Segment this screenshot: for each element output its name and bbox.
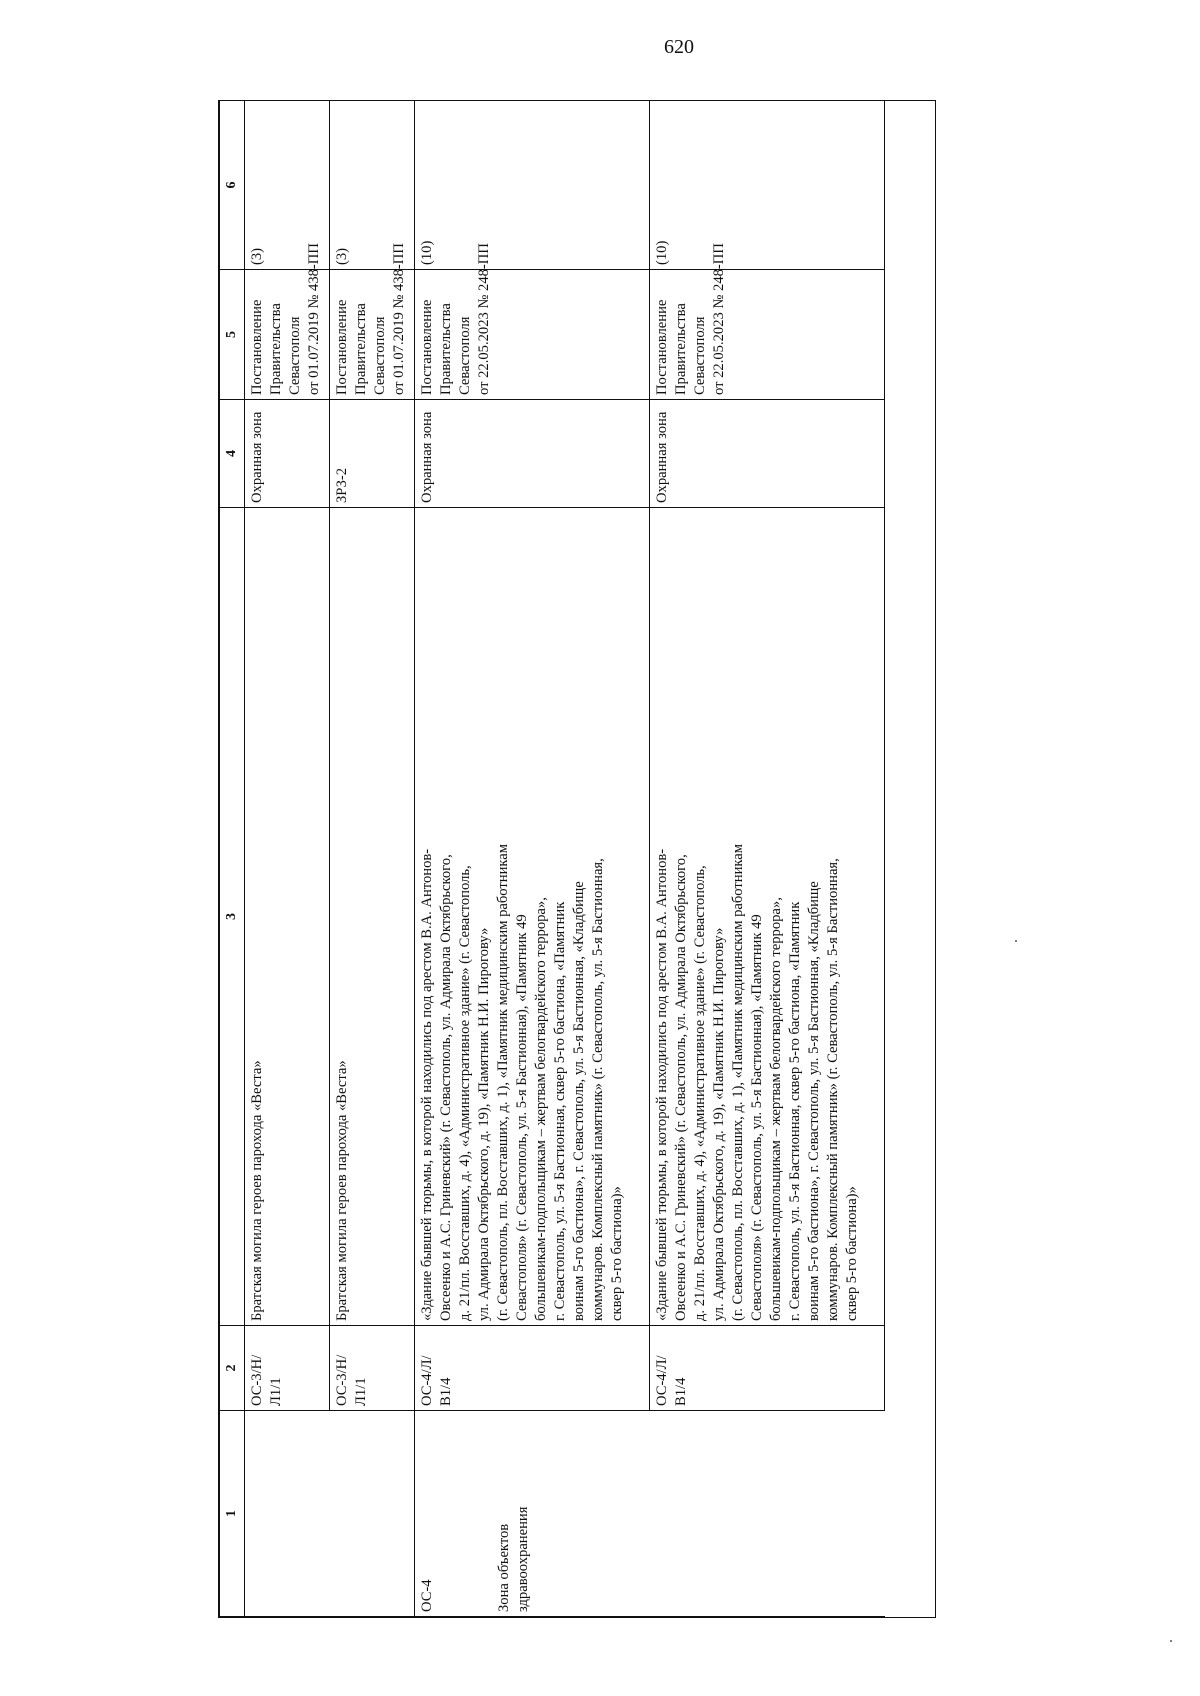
object-name-cell bbox=[650, 508, 885, 1326]
object-line: (г. Севастополь, пл. Восставших, д. 1), «Памятник медицинским работникам bbox=[730, 844, 746, 1321]
object-line: воинам 5-го бастиона», г. Севастополь, ул. 5-я Бастионная, «Кладбище bbox=[571, 881, 587, 1321]
document-line: от 22.05.2023 № 248-ПП bbox=[711, 243, 727, 395]
note-cell: (3) bbox=[330, 101, 415, 270]
object-line: г. Севастополь, ул. 5-я Бастионная, сквер 5-го бастиона, «Памятник bbox=[787, 901, 803, 1321]
table-row bbox=[245, 101, 330, 1617]
scan-speck bbox=[1015, 940, 1017, 942]
object-line: ул. Адмирала Октябрьского, д. 19), «Памятник Н.И. Пирогову» bbox=[476, 927, 492, 1321]
header-col-3: 3 bbox=[220, 508, 245, 1326]
object-line: сквер 5-го бастиона)» bbox=[844, 1186, 860, 1321]
object-line: коммунаров. Комплексный памятник» (г. Севастополь, ул. 5-я Бастионная, bbox=[590, 858, 606, 1321]
header-col-5: 5 bbox=[220, 270, 245, 400]
table-row bbox=[650, 101, 885, 1617]
note-cell: (3) bbox=[245, 101, 330, 270]
object-line: г. Севастополь, ул. 5-я Бастионная, сквер 5-го бастиона, «Памятник bbox=[552, 901, 568, 1321]
object-line: Севастополя» (г. Севастополь, ул. 5-я Бастионная), «Памятник 49 bbox=[514, 914, 530, 1321]
scan-speck bbox=[1170, 1640, 1172, 1642]
object-line: «Здание бывшей тюрьмы, в которой находились под арестом В.А. Антонов- bbox=[654, 848, 670, 1321]
document-line: Севастополя bbox=[692, 316, 708, 395]
object-line: большевикам-подпольщикам – жертвам белогвардейского террора», bbox=[533, 897, 549, 1321]
zone-name-line: здравоохранения bbox=[515, 1506, 531, 1612]
table-row bbox=[330, 101, 415, 1617]
header-col-4: 4 bbox=[220, 400, 245, 508]
document-line: Постановление bbox=[419, 299, 435, 395]
zone-type-cell: Охранная зона bbox=[650, 400, 885, 508]
note-cell: (10) bbox=[650, 101, 885, 270]
object-line: ул. Адмирала Октябрьского, д. 19), «Памятник Н.И. Пирогову» bbox=[711, 927, 727, 1321]
document-cell bbox=[245, 243, 330, 400]
zone-type-cell: Охранная зона bbox=[415, 400, 650, 508]
object-line: д. 21/пл. Восставших, д. 4), «Административное здание» (г. Севастополь, bbox=[692, 865, 708, 1321]
object-line: (г. Севастополь, пл. Восставших, д. 1), «Памятник медицинским работникам bbox=[495, 844, 511, 1321]
object-line: Севастополя» (г. Севастополь, ул. 5-я Бастионная), «Памятник 49 bbox=[749, 914, 765, 1321]
object-line: большевикам-подпольщикам – жертвам белогвардейского террора», bbox=[768, 897, 784, 1321]
table-row bbox=[415, 101, 650, 1617]
document-line: Правительства bbox=[438, 303, 454, 395]
zone-type-cell: Охранная зона bbox=[245, 400, 330, 508]
object-name-cell bbox=[415, 508, 650, 1326]
object-line: сквер 5-го бастиона)» bbox=[609, 1186, 625, 1321]
object-line: д. 21/пл. Восставших, д. 4), «Административное здание» (г. Севастополь, bbox=[457, 865, 473, 1321]
document-line: Постановление bbox=[334, 299, 350, 395]
header-col-2: 2 bbox=[220, 1326, 245, 1411]
object-code-cell: ОС-4/Л/В1/4 bbox=[415, 1326, 650, 1411]
rotated-table-container bbox=[219, 101, 935, 1617]
document-line: Постановление bbox=[654, 299, 670, 395]
document-line: Правительства bbox=[673, 303, 689, 395]
zone-type-cell: ЗРЗ-2 bbox=[330, 400, 415, 508]
object-line: «Здание бывшей тюрьмы, в которой находились под арестом В.А. Антонов- bbox=[419, 848, 435, 1321]
object-code-cell: ОС-3/Н/Л1/1 bbox=[330, 1326, 415, 1411]
document-line: Севастополя bbox=[287, 316, 303, 395]
zone-cell bbox=[245, 1411, 330, 1617]
zone-name bbox=[495, 1415, 533, 1612]
zones-table bbox=[219, 100, 885, 1617]
header-col-1: 1 bbox=[220, 1411, 245, 1617]
header-row bbox=[220, 101, 245, 1617]
zone-cell bbox=[415, 1411, 650, 1617]
document-line: Севастополя bbox=[372, 316, 388, 395]
zone-cell bbox=[650, 1411, 885, 1617]
object-line: Овсеенко и А.С. Гриневский» (г. Севастополь, ул. Адмирала Октябрьского, bbox=[438, 854, 454, 1321]
document-line: от 01.07.2019 № 438-ПП bbox=[391, 243, 407, 395]
document-line: Постановление bbox=[249, 299, 265, 395]
object-line: коммунаров. Комплексный памятник» (г. Севастополь, ул. 5-я Бастионная, bbox=[825, 858, 841, 1321]
page-number: 620 bbox=[664, 36, 694, 58]
object-code-cell: ОС-3/Н/Л1/1 bbox=[245, 1326, 330, 1411]
object-name-cell: Братская могила героев парохода «Веста» bbox=[245, 508, 330, 1326]
document-line: Севастополя bbox=[457, 316, 473, 395]
object-name-cell: Братская могила героев парохода «Веста» bbox=[330, 508, 415, 1326]
zone-name-line: Зона объектов bbox=[496, 1523, 512, 1612]
note-cell: (10) bbox=[415, 101, 650, 270]
object-line: Овсеенко и А.С. Гриневский» (г. Севастополь, ул. Адмирала Октябрьского, bbox=[673, 854, 689, 1321]
document-line: Правительства bbox=[353, 303, 369, 395]
object-code-cell: ОС-4/Л/В1/4 bbox=[650, 1326, 885, 1411]
document-line: от 01.07.2019 № 438-ПП bbox=[306, 243, 322, 395]
document-line: Правительства bbox=[268, 303, 284, 395]
header-col-6: 6 bbox=[220, 101, 245, 270]
zone-code: ОС-4 bbox=[419, 1579, 435, 1612]
document-cell bbox=[330, 243, 415, 400]
document-line: от 22.05.2023 № 248-ПП bbox=[476, 243, 492, 395]
zone-cell bbox=[330, 1411, 415, 1617]
object-line: воинам 5-го бастиона», г. Севастополь, ул. 5-я Бастионная, «Кладбище bbox=[806, 881, 822, 1321]
